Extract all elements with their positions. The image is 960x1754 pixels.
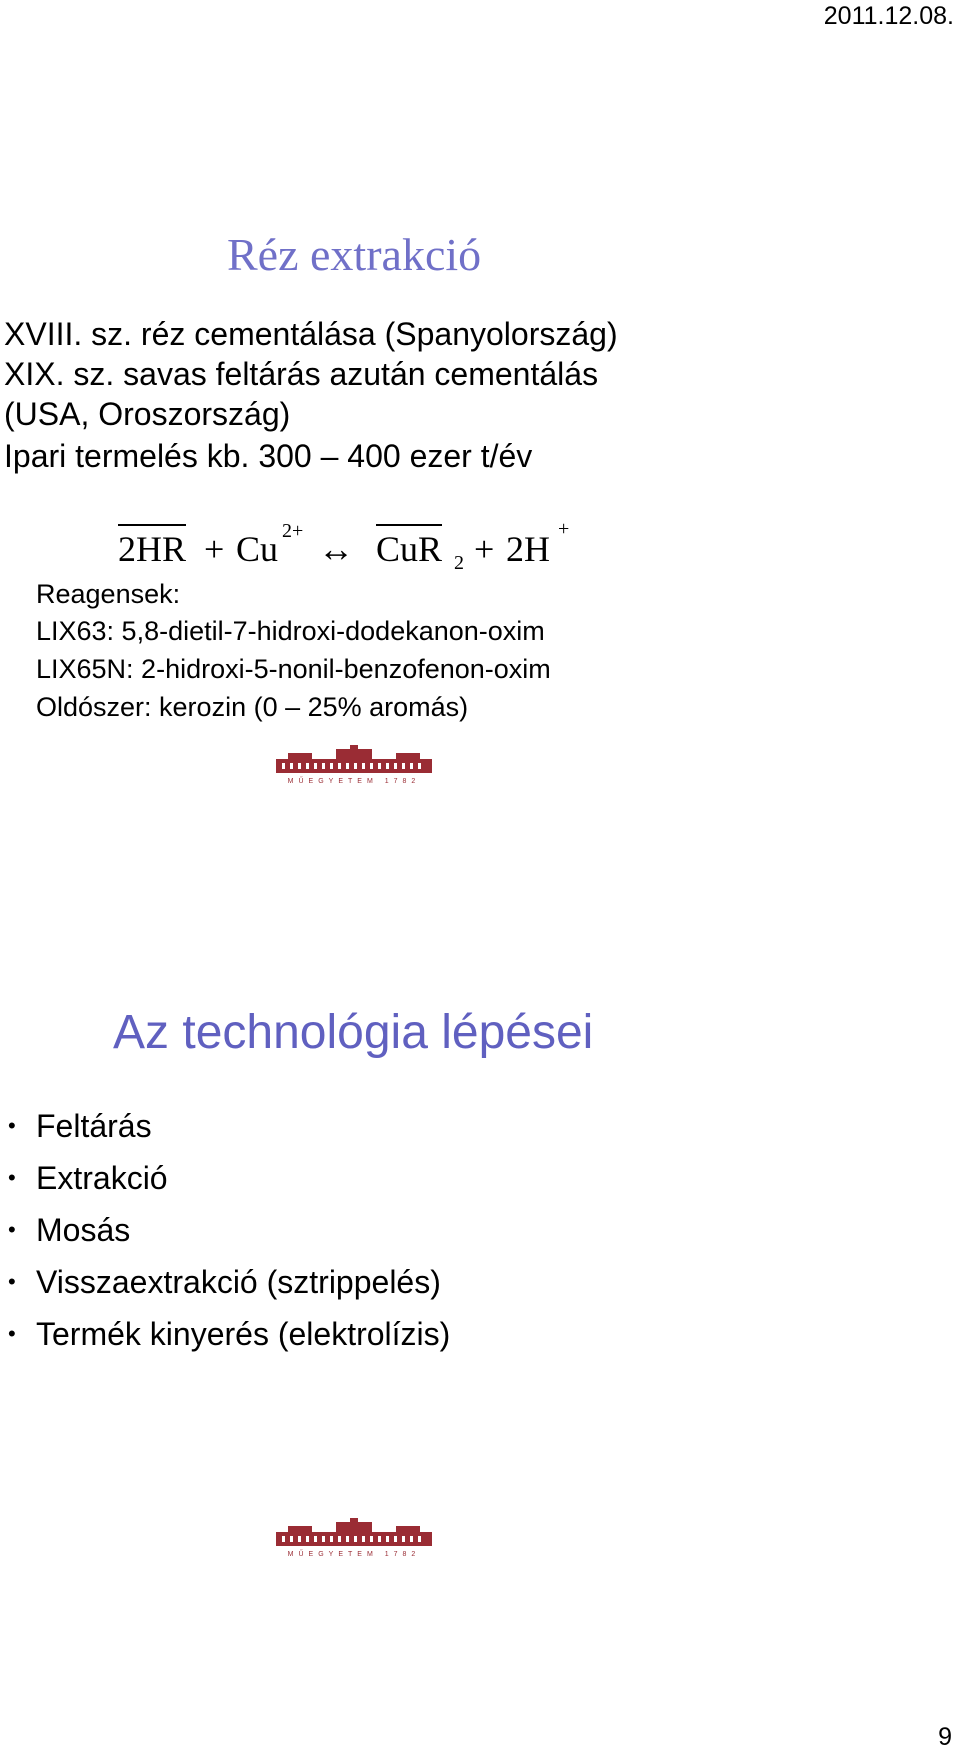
muegyetem-logo (274, 1518, 434, 1558)
equation-charge: + (558, 518, 570, 540)
equation-charge: 2+ (282, 520, 304, 542)
list-item: • Feltárás (8, 1108, 152, 1144)
equation-hydrogen: 2H (506, 529, 550, 569)
body-line: Ipari termelés kb. 300 – 400 ezer t/év (4, 438, 533, 474)
list-item: • Mosás (8, 1212, 131, 1248)
page-number: 9 (938, 1723, 952, 1751)
reagent-heading: Reagensek: (36, 579, 181, 609)
svg-text:MŰEGYETEM 1782: MŰEGYETEM 1782 (287, 778, 421, 785)
equation-product: CuR (376, 524, 442, 570)
list-item: • Termék kinyerés (elektrolízis) (8, 1316, 451, 1352)
bullet-icon: • (8, 1165, 16, 1190)
bullet-icon: • (8, 1269, 16, 1294)
list-item: • Visszaextrakció (sztrippelés) (8, 1264, 441, 1300)
reagent-line: Oldószer: kerozin (0 – 25% aromás) (36, 692, 469, 722)
reagent-line: LIX63: 5,8-dietil-7-hidroxi-dodekanon-oxim (36, 616, 545, 646)
date-header: 2011.12.08. (823, 2, 954, 30)
bullet-list (8, 1106, 450, 1366)
bullet-icon: • (8, 1113, 16, 1138)
equation-ion: Cu (236, 529, 279, 569)
reagent-line: LIX65N: 2-hidroxi-5-nonil-benzofenon-oxim (36, 654, 551, 684)
body-line: XIX. sz. savas feltárás azután cementálás (4, 356, 599, 392)
equation-reactant: 2HR (118, 524, 186, 570)
bullet-icon: • (8, 1217, 16, 1242)
bullet-icon: • (8, 1321, 16, 1346)
slide-title: Az technológia lépései (113, 1006, 594, 1059)
list-item: • Extrakció (8, 1160, 168, 1196)
muegyetem-logo (274, 745, 434, 785)
equation-plus: + (204, 529, 225, 569)
equation-subscript: 2 (454, 552, 464, 574)
slide-title: Réz extrakció (227, 229, 482, 280)
equation-arrow: ↔ (318, 529, 354, 569)
body-line: XVIII. sz. réz cementálása (Spanyolország) (4, 316, 618, 352)
equation-plus: + (474, 529, 495, 569)
svg-text:MŰEGYETEM 1782: MŰEGYETEM 1782 (287, 1551, 421, 1558)
body-line: (USA, Oroszország) (4, 396, 291, 432)
